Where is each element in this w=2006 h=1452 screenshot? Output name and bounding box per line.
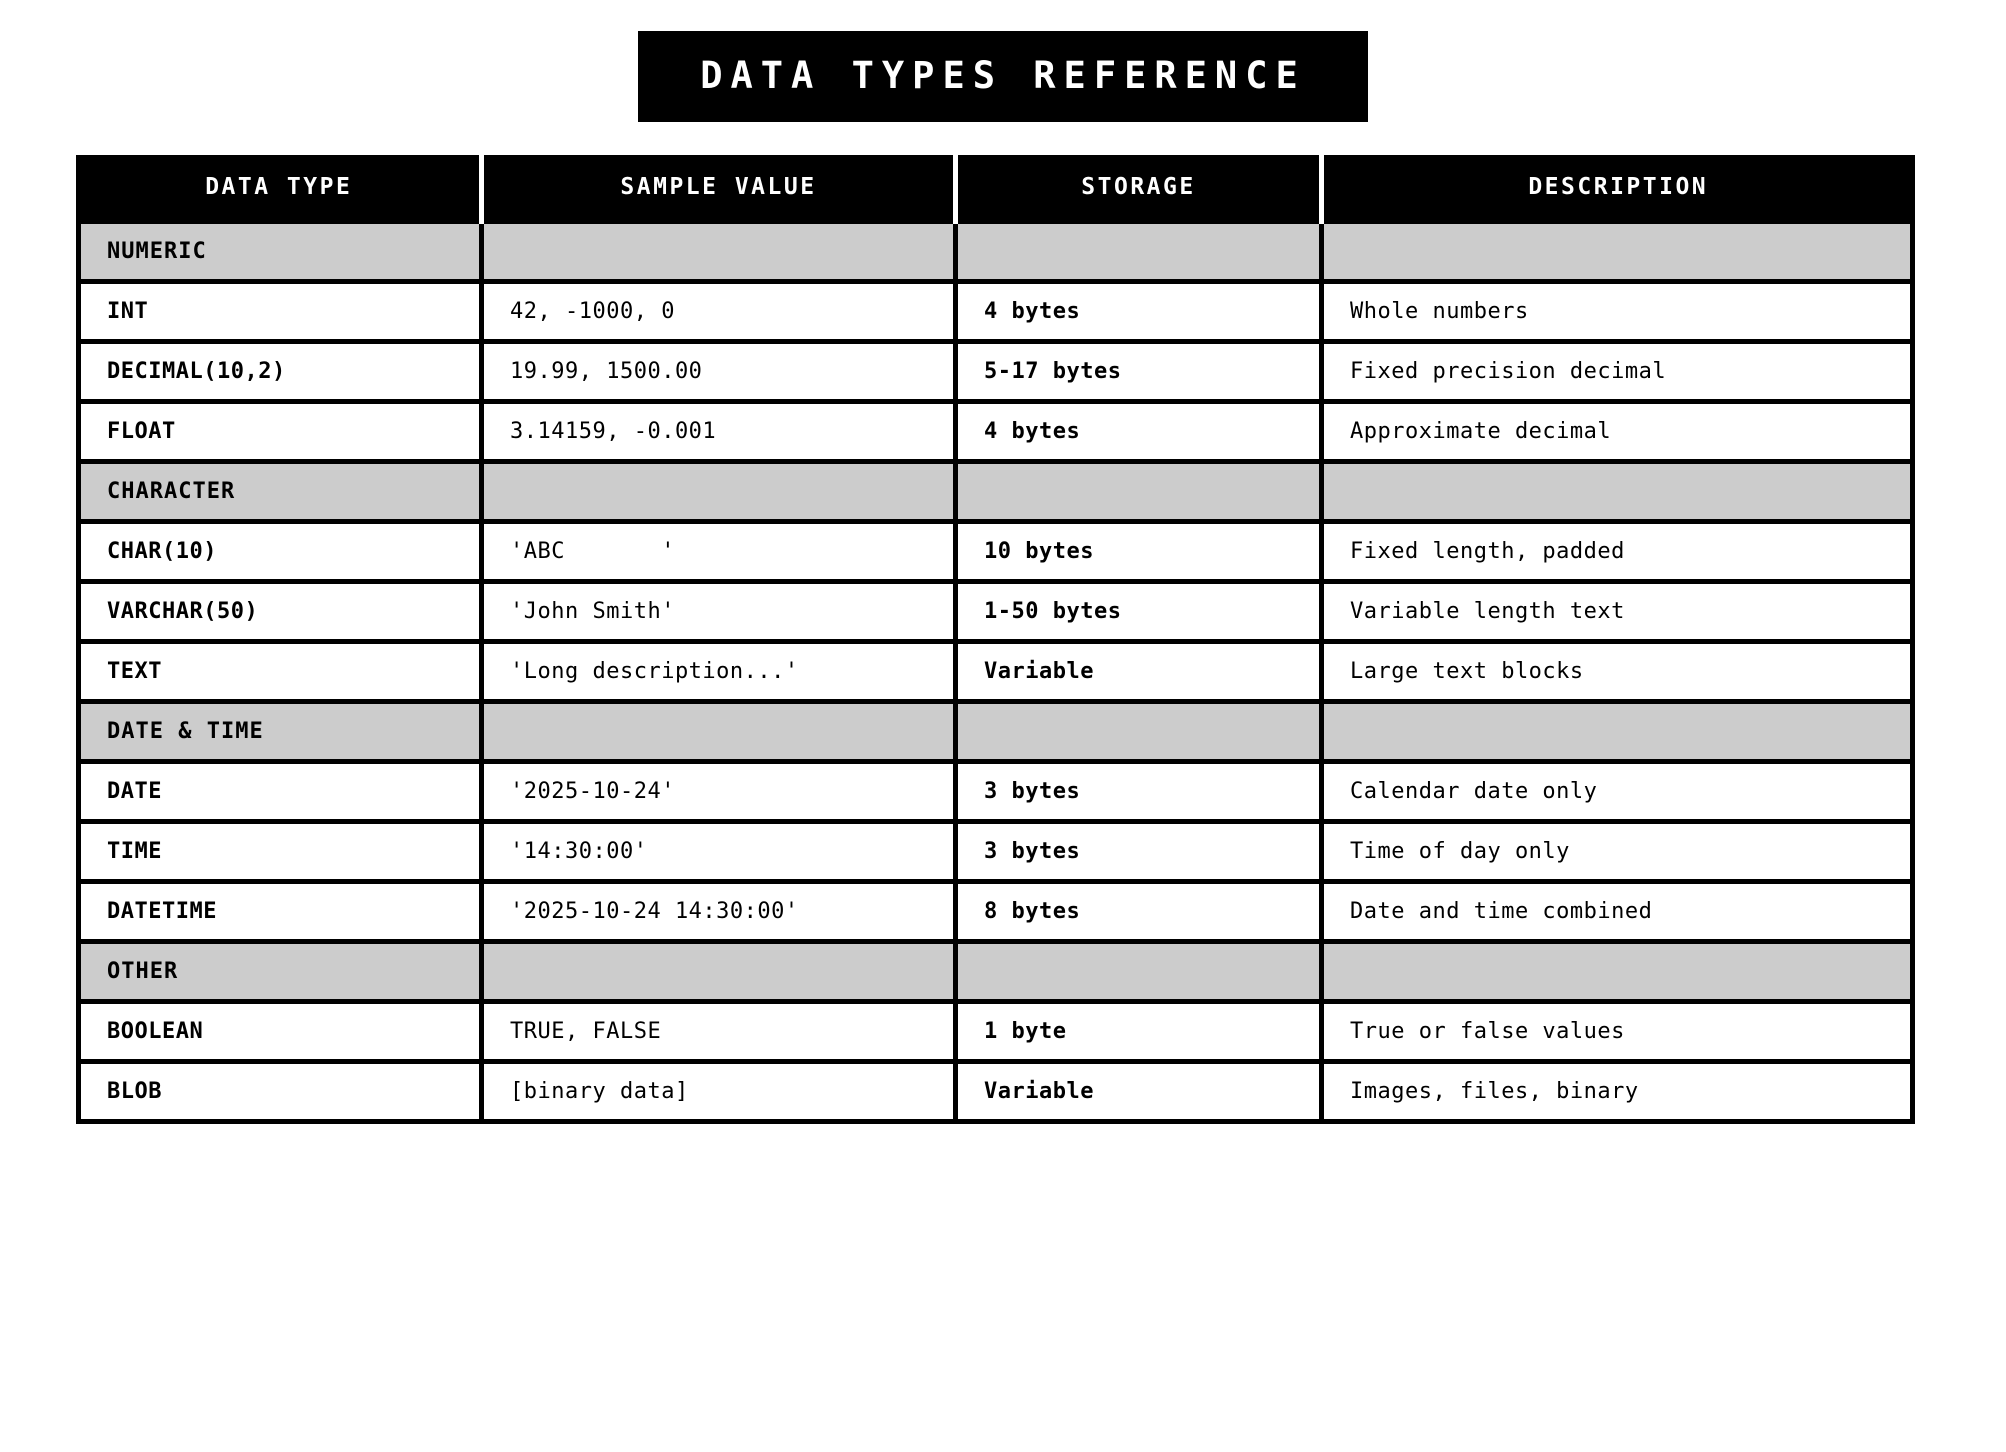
- cell-sample-value: '2025-10-24 14:30:00': [482, 882, 956, 942]
- column-header-sample-value: SAMPLE VALUE: [482, 155, 956, 222]
- cell-sample-value: 'John Smith': [482, 582, 956, 642]
- cell-description: True or false values: [1322, 1002, 1913, 1062]
- cell-sample-value: [binary data]: [482, 1062, 956, 1122]
- table-row: [79, 402, 1913, 462]
- category-row: [79, 222, 1913, 282]
- cell-description: Approximate decimal: [1322, 402, 1913, 462]
- category-row: [79, 942, 1913, 1002]
- cell-storage: Variable: [956, 1062, 1322, 1122]
- column-header-storage: STORAGE: [956, 155, 1322, 222]
- data-types-table: [76, 155, 1915, 1124]
- page-title: DATA TYPES REFERENCE: [638, 31, 1368, 122]
- cell-data-type: BLOB: [79, 1062, 482, 1122]
- table-row: [79, 1002, 1913, 1062]
- column-header-data-type: DATA TYPE: [79, 155, 482, 222]
- cell-sample-value: 19.99, 1500.00: [482, 342, 956, 402]
- cell-storage: [956, 222, 1322, 282]
- table-row: [79, 762, 1913, 822]
- category-row: [79, 702, 1913, 762]
- cell-data-type: BOOLEAN: [79, 1002, 482, 1062]
- cell-storage: [956, 462, 1322, 522]
- cell-data-type: DATE & TIME: [79, 702, 482, 762]
- cell-description: [1322, 702, 1913, 762]
- cell-description: Whole numbers: [1322, 282, 1913, 342]
- category-row: [79, 462, 1913, 522]
- cell-description: Fixed precision decimal: [1322, 342, 1913, 402]
- table-row: [79, 642, 1913, 702]
- cell-sample-value: 42, -1000, 0: [482, 282, 956, 342]
- cell-sample-value: 'ABC ': [482, 522, 956, 582]
- cell-sample-value: '14:30:00': [482, 822, 956, 882]
- cell-data-type: DATETIME: [79, 882, 482, 942]
- cell-storage: Variable: [956, 642, 1322, 702]
- table-row: [79, 522, 1913, 582]
- table-row: [79, 822, 1913, 882]
- cell-storage: 4 bytes: [956, 282, 1322, 342]
- cell-sample-value: 3.14159, -0.001: [482, 402, 956, 462]
- table-row: [79, 882, 1913, 942]
- cell-storage: 1 byte: [956, 1002, 1322, 1062]
- table-row: [79, 282, 1913, 342]
- cell-description: Images, files, binary: [1322, 1062, 1913, 1122]
- cell-storage: 4 bytes: [956, 402, 1322, 462]
- cell-description: [1322, 462, 1913, 522]
- cell-description: Variable length text: [1322, 582, 1913, 642]
- cell-description: Date and time combined: [1322, 882, 1913, 942]
- cell-data-type: INT: [79, 282, 482, 342]
- table-row: [79, 582, 1913, 642]
- cell-data-type: FLOAT: [79, 402, 482, 462]
- cell-data-type: TEXT: [79, 642, 482, 702]
- cell-storage: 3 bytes: [956, 762, 1322, 822]
- cell-description: Time of day only: [1322, 822, 1913, 882]
- cell-data-type: TIME: [79, 822, 482, 882]
- cell-sample-value: 'Long description...': [482, 642, 956, 702]
- cell-data-type: DECIMAL(10,2): [79, 342, 482, 402]
- cell-description: [1322, 942, 1913, 1002]
- table-row: [79, 342, 1913, 402]
- cell-data-type: NUMERIC: [79, 222, 482, 282]
- cell-data-type: DATE: [79, 762, 482, 822]
- table-body: [79, 222, 1913, 1122]
- cell-description: Large text blocks: [1322, 642, 1913, 702]
- cell-data-type: CHAR(10): [79, 522, 482, 582]
- cell-description: [1322, 222, 1913, 282]
- table-header-row: [79, 155, 1913, 222]
- cell-storage: 1-50 bytes: [956, 582, 1322, 642]
- table-header: [79, 155, 1913, 222]
- cell-storage: 10 bytes: [956, 522, 1322, 582]
- data-types-table-frame: [76, 155, 1910, 1124]
- cell-sample-value: TRUE, FALSE: [482, 1002, 956, 1062]
- cell-storage: 5-17 bytes: [956, 342, 1322, 402]
- table-row: [79, 1062, 1913, 1122]
- cell-storage: [956, 942, 1322, 1002]
- cell-storage: [956, 702, 1322, 762]
- cell-storage: 8 bytes: [956, 882, 1322, 942]
- cell-sample-value: [482, 222, 956, 282]
- cell-storage: 3 bytes: [956, 822, 1322, 882]
- cell-description: Fixed length, padded: [1322, 522, 1913, 582]
- cell-sample-value: [482, 462, 956, 522]
- cell-description: Calendar date only: [1322, 762, 1913, 822]
- cell-data-type: VARCHAR(50): [79, 582, 482, 642]
- page-title-container: [0, 31, 2006, 122]
- cell-sample-value: '2025-10-24': [482, 762, 956, 822]
- cell-data-type: OTHER: [79, 942, 482, 1002]
- cell-data-type: CHARACTER: [79, 462, 482, 522]
- cell-sample-value: [482, 942, 956, 1002]
- cell-sample-value: [482, 702, 956, 762]
- column-header-description: DESCRIPTION: [1322, 155, 1913, 222]
